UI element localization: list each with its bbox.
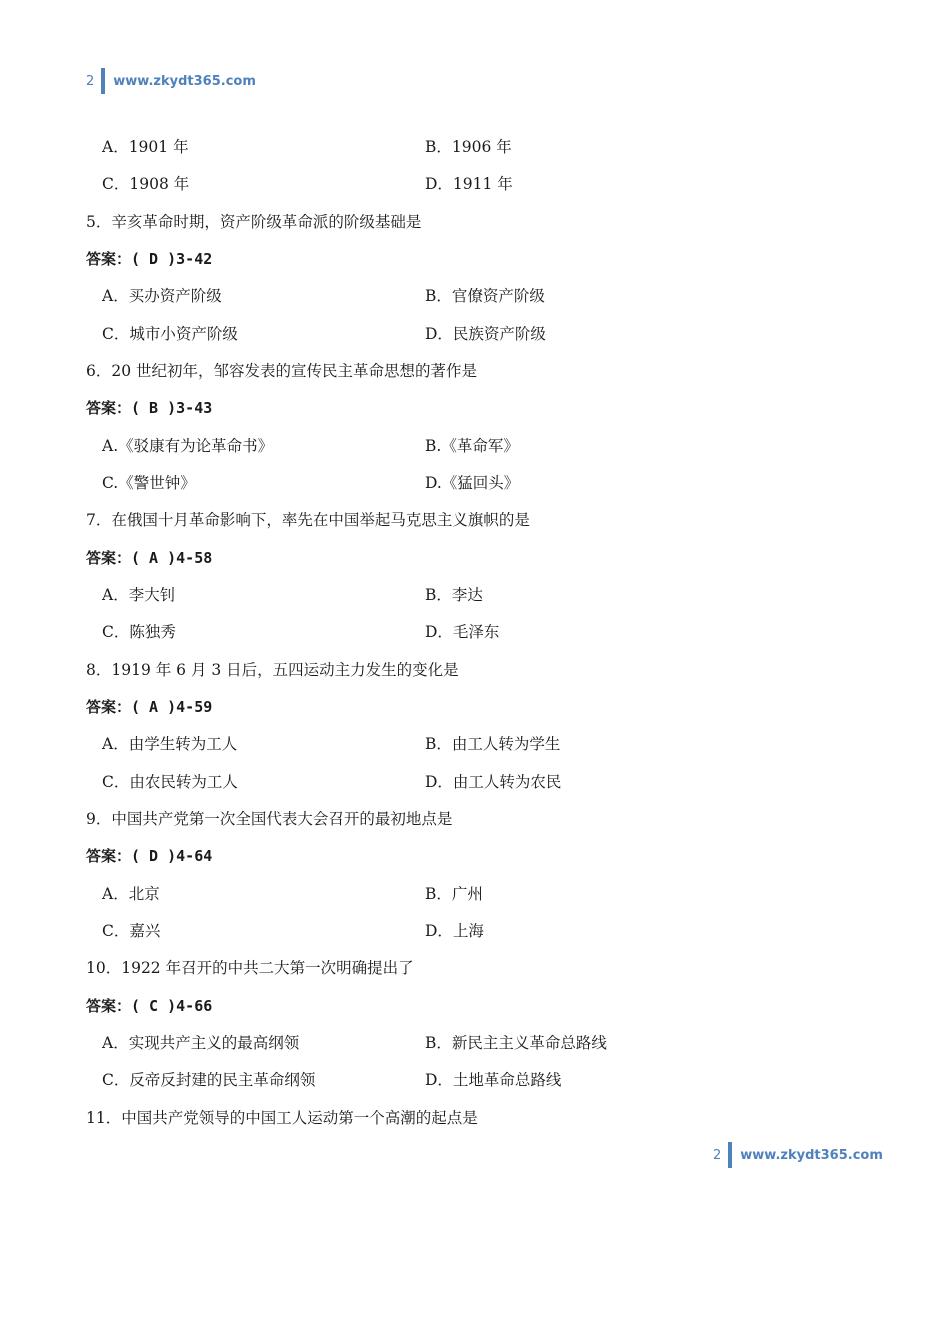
answer-line: 答案：( C )4-66 (86, 997, 213, 1015)
option-c: C．由农民转为工人 (102, 773, 238, 791)
option-a: A．李大钊 (102, 586, 176, 604)
site-url[interactable]: www.zkydt365.com (740, 1147, 883, 1163)
option-d: D．由工人转为农民 (425, 773, 562, 791)
question-stem: 9．中国共产党第一次全国代表大会召开的最初地点是 (86, 810, 453, 828)
option-b: B.《革命军》 (425, 437, 519, 455)
page-number: 2 (86, 73, 95, 89)
question-stem: 6．20 世纪初年，邹容发表的宣传民主革命思想的著作是 (86, 362, 478, 380)
option-c: C．城市小资产阶级 (102, 325, 238, 343)
option-b: B．李达 (425, 586, 483, 604)
option-d: D．1911 年 (425, 175, 513, 193)
option-a: A．买办资产阶级 (102, 287, 222, 305)
page-number: 2 (713, 1147, 722, 1163)
option-b: B．由工人转为学生 (425, 735, 561, 753)
answer-line: 答案：( A )4-58 (86, 549, 213, 567)
option-c: C．反帝反封建的民主革命纲领 (102, 1071, 316, 1089)
option-d: D．上海 (425, 922, 484, 940)
question-stem: 10．1922 年召开的中共二大第一次明确提出了 (86, 959, 414, 977)
page-header (86, 68, 256, 94)
option-d: D.《猛回头》 (425, 474, 520, 492)
footer-divider (728, 1142, 732, 1168)
answer-line: 答案：( D )4-64 (86, 847, 213, 865)
option-a: A．北京 (102, 885, 160, 903)
option-a: A．由学生转为工人 (102, 735, 238, 753)
option-b: B．1906 年 (425, 138, 512, 156)
option-c: C．嘉兴 (102, 922, 161, 940)
option-d: D．毛泽东 (425, 623, 500, 641)
option-a: A．实现共产主义的最高纲领 (102, 1034, 300, 1052)
option-d: D．民族资产阶级 (425, 325, 546, 343)
option-b: B．官僚资产阶级 (425, 287, 545, 305)
option-a: A.《驳康有为论革命书》 (102, 437, 274, 455)
page-footer (713, 1142, 883, 1168)
question-stem: 8．1919 年 6 月 3 日后，五四运动主力发生的变化是 (86, 661, 459, 679)
option-c: C．1908 年 (102, 175, 190, 193)
question-stem: 7．在俄国十月革命影响下，率先在中国举起马克思主义旗帜的是 (86, 511, 530, 529)
option-b: B．新民主主义革命总路线 (425, 1034, 607, 1052)
answer-line: 答案：( A )4-59 (86, 698, 213, 716)
question-stem: 11．中国共产党领导的中国工人运动第一个高潮的起点是 (86, 1109, 478, 1127)
option-d: D．土地革命总路线 (425, 1071, 562, 1089)
option-b: B．广州 (425, 885, 483, 903)
answer-line: 答案：( B )3-43 (86, 399, 213, 417)
option-a: A．1901 年 (102, 138, 189, 156)
header-divider (101, 68, 105, 94)
option-c: C.《警世钟》 (102, 474, 196, 492)
option-c: C．陈独秀 (102, 623, 176, 641)
site-url[interactable]: www.zkydt365.com (113, 73, 256, 89)
question-stem: 5．辛亥革命时期，资产阶级革命派的阶级基础是 (86, 213, 422, 231)
answer-line: 答案：( D )3-42 (86, 250, 213, 268)
